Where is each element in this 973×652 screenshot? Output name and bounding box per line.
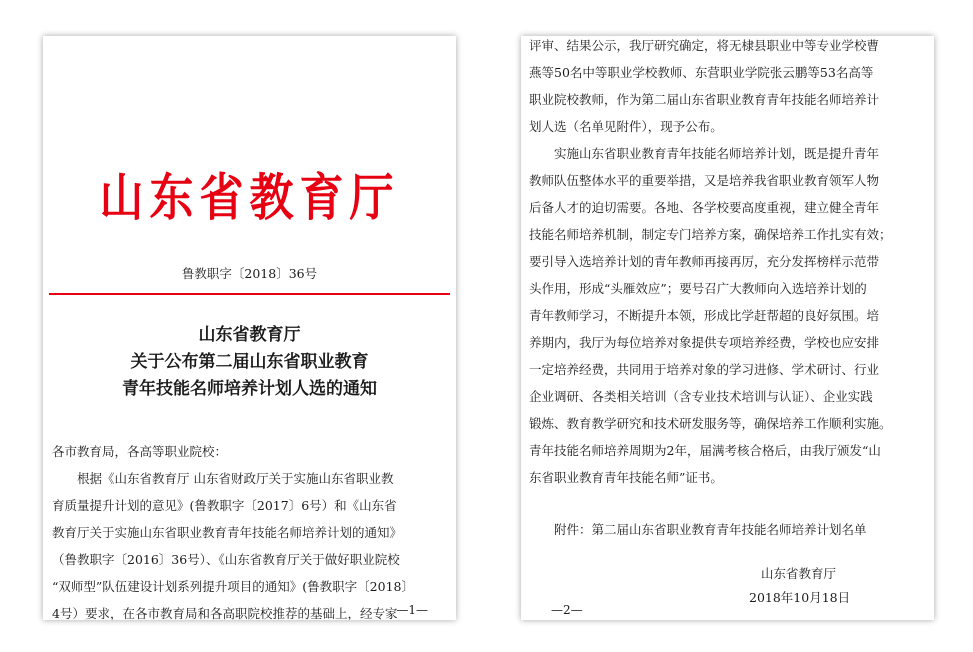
title-line: 山东省教育厅 [198, 325, 301, 345]
body-line: 根据《山东省教育厅 山东省财政厅关于实施山东省职业教 [77, 471, 394, 486]
body-line: 教育厅关于实施山东省职业教育青年技能名师培养计划的通知》 [52, 525, 403, 540]
body-line: 一定培养经费，共同用于培养对象的学习进修、学术研讨、行业 [529, 362, 880, 377]
body-line: 青年技能名师培养周期为2年，届满考核合格后，由我厅颁发“山 [529, 443, 881, 458]
document-page-2 [521, 36, 934, 620]
page2-body [529, 36, 926, 491]
document-page-1 [43, 36, 456, 620]
issue-date: 2018年10月18日 [749, 590, 851, 605]
body-line: 企业调研、各类相关培训（含专业技术培训与认证）、企业实践 [529, 389, 873, 404]
page1-body [52, 438, 448, 620]
body-line: 教师队伍整体水平的重要举措，又是培养我省职业教育领军人物 [529, 173, 880, 188]
document-number: 鲁教职字〔2018〕36号 [181, 266, 318, 281]
body-line: 养期内，我厅为每位培养对象提供专项培养经费，学校也应安排 [529, 335, 880, 350]
signature: 山东省教育厅 [761, 566, 837, 581]
body-line: 后备人才的迫切需要。各地、各学校要高度重视，建立健全青年 [529, 200, 880, 215]
body-line: 青年教师学习，不断提升本领，形成比学赶帮超的良好氛围。培 [529, 308, 880, 323]
title-line: 青年技能名师培养计划人选的通知 [122, 379, 377, 399]
body-line: 锻炼、教育教学研究和技术研发服务等，确保培养工作顺利实施。 [529, 416, 892, 431]
salutation: 各市教育局，各高等职业院校： [52, 444, 228, 459]
body-line: 育质量提升计划的意见》(鲁教职字〔2017〕6号）和《山东省 [52, 498, 397, 513]
body-line: 实施山东省职业教育青年技能名师培养计划，既是提升青年 [554, 146, 880, 161]
body-line: （鲁教职字〔2016〕36号）、《山东省教育厅关于做好职业院校 [52, 552, 400, 567]
body-line: 要引导入选培养计划的青年教师再接再厉，充分发挥榜样示范带 [529, 254, 880, 269]
body-line: 4号）要求，在各市教育局和各高职院校推荐的基础上，经专家 [52, 606, 398, 620]
page-number: —1— [396, 603, 428, 617]
red-divider-line [49, 293, 450, 295]
body-line: 头作用，形成“头雁效应”；要号召广大教师向入选培养计划的 [529, 281, 867, 296]
page-number: —2— [551, 603, 583, 617]
body-line: 划人选（名单见附件），现予公布。 [529, 119, 723, 134]
attachment-line: 附件：第二届山东省职业教育青年技能名师培养计划名单 [554, 522, 867, 537]
body-line: 燕等50名中等职业学校教师、东营职业学院张云鹏等53名高等 [529, 65, 874, 80]
notice-title [43, 322, 456, 403]
body-line: 技能名师培养机制，制定专门培养方案，确保培养工作扎实有效； [529, 227, 892, 242]
body-line: “双师型”队伍建设计划系列提升项目的通知》(鲁教职字〔2018〕 [52, 579, 414, 594]
body-line: 职业院校教师，作为第二届山东省职业教育青年技能名师培养计 [529, 92, 880, 107]
red-header-title: 山东省教育厅 [99, 168, 400, 228]
title-line: 关于公布第二届山东省职业教育 [130, 352, 369, 372]
body-line: 东省职业教育青年技能名师”证书。 [529, 470, 723, 485]
body-line: 评审、结果公示，我厅研究确定，将无棣县职业中等专业学校曹 [529, 38, 880, 53]
